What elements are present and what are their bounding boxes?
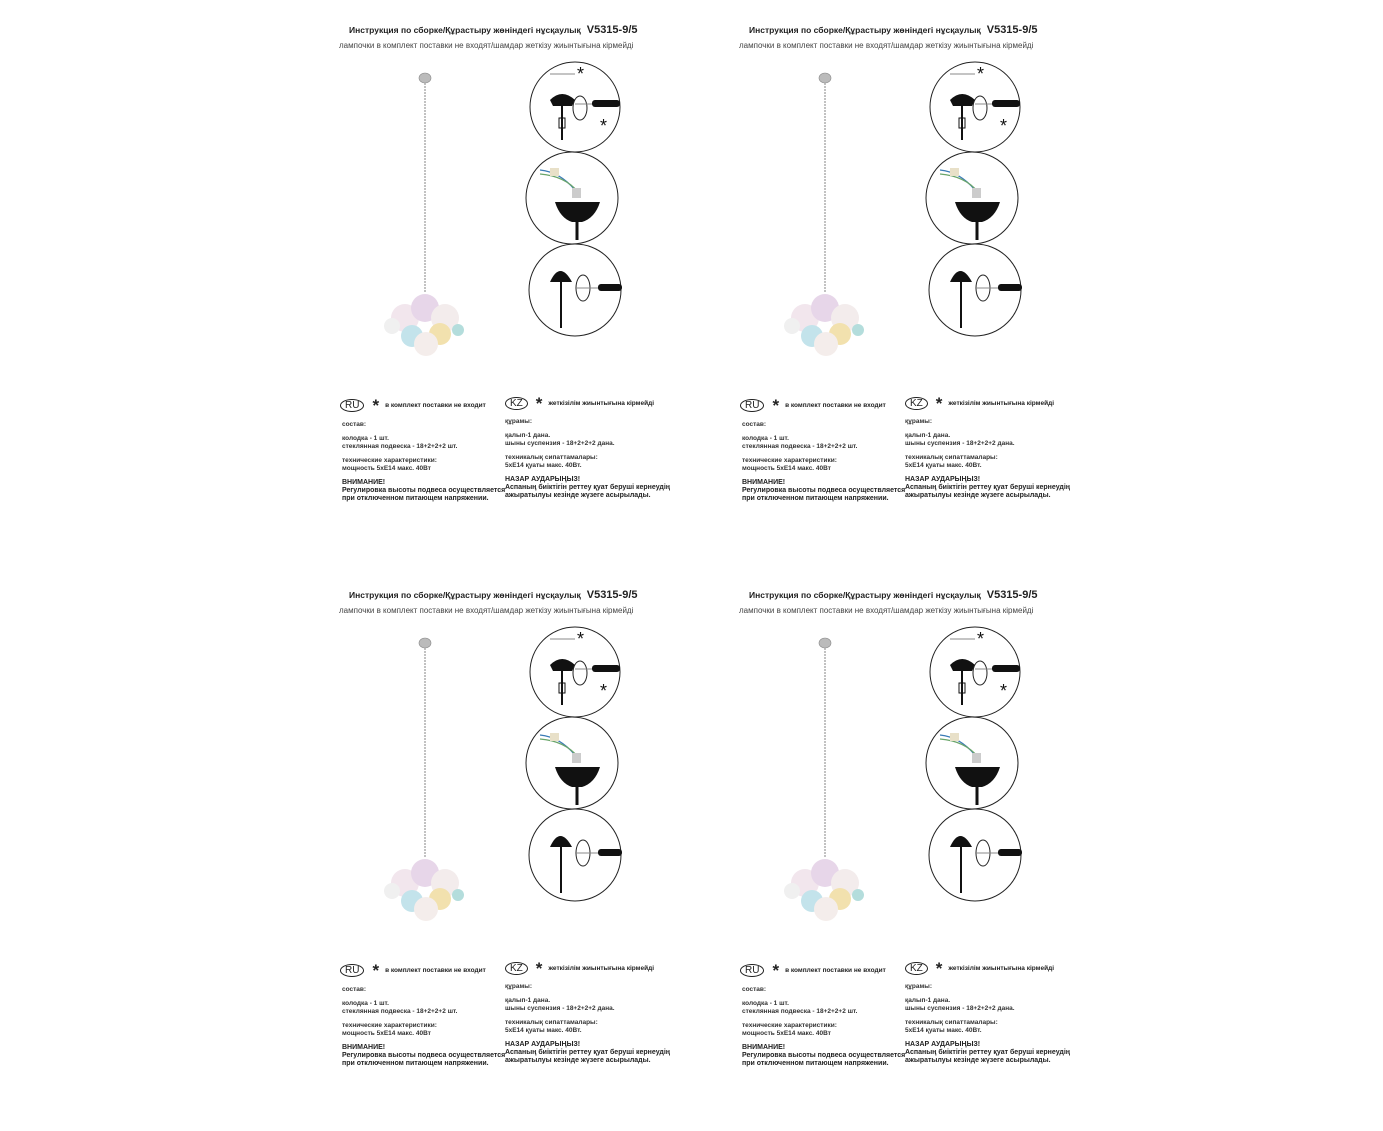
- ru-text: [342, 421, 505, 509]
- assembly-steps: [920, 625, 1030, 925]
- asterisk-icon: *: [535, 958, 543, 978]
- ru-warning-line: Регулировка высоты подвеса осуществляется: [742, 1052, 906, 1059]
- ru-composition-item: стеклянная подвеска - 18+2+2+2 шт.: [342, 443, 458, 450]
- kz-text: [905, 418, 1070, 506]
- kz-warning-line: ажыратылуы кезінде жүзеге асырылады.: [905, 492, 1051, 499]
- bulbs-note: лампочки в комплект поставки не входят/шамдар жеткізу жиынтығына кірмейді: [739, 606, 1034, 615]
- asterisk-icon: *: [935, 393, 943, 413]
- title-text: Инструкция по сборке/Құрастыру жөніндегі нұсқаулық: [349, 25, 581, 35]
- kz-not-included-note: жеткізілім жиынтығына кірмейді: [948, 965, 1055, 972]
- ru-composition-label: состав:: [742, 986, 767, 993]
- kz-warning-title: НАЗАР АУДАРЫҢЫЗ!: [505, 1041, 581, 1048]
- kz-warning-line: ажыратылуы кезінде жүзеге асырылады.: [505, 1057, 651, 1064]
- kz-warning-line: Аспаның биіктігін реттеу қуат беруші кернеудің: [905, 484, 1071, 491]
- kz-warning-title: НАЗАР АУДАРЫҢЫЗ!: [505, 476, 581, 483]
- kz-warning-line: Аспаның биіктігін реттеу қуат беруші кернеудің: [905, 1049, 1071, 1056]
- ru-text: [742, 986, 905, 1074]
- kz-not-included-note: жеткізілім жиынтығына кірмейді: [548, 965, 655, 972]
- assembly-steps: [920, 60, 1030, 360]
- ru-text: [342, 986, 505, 1074]
- bulbs-note: лампочки в комплект поставки не входят/шамдар жеткізу жиынтығына кірмейді: [739, 41, 1034, 50]
- panel-title: [349, 589, 638, 601]
- ru-composition-label: состав:: [342, 986, 367, 993]
- ru-specs-label: технические характеристики:: [742, 457, 837, 464]
- kz-composition-item: шыны суспензия - 18+2+2+2 дана.: [905, 440, 1015, 447]
- ru-warning-title: ВНИМАНИЕ!: [342, 1044, 386, 1051]
- instruction-panel: [335, 585, 675, 1085]
- ru-not-included-note: в комплект поставки не входит: [785, 402, 886, 409]
- ru-header: [740, 960, 886, 980]
- ru-composition-item: колодка - 1 шт.: [342, 435, 389, 442]
- kz-composition-item: қалып-1 дана.: [505, 997, 551, 1004]
- title-text: Инструкция по сборке/Құрастыру жөніндегі нұсқаулық: [749, 590, 981, 600]
- svg-text:*: *: [1000, 681, 1008, 701]
- ru-specs: мощность 5хЕ14 макс. 40Вт: [342, 465, 431, 472]
- kz-specs-label: техникалық сипаттамалары:: [505, 1019, 598, 1026]
- ru-specs: мощность 5хЕ14 макс. 40Вт: [742, 465, 831, 472]
- ru-specs-label: технические характеристики:: [342, 457, 437, 464]
- step-3-tighten-icon: [529, 244, 622, 336]
- instruction-panel: [735, 20, 1075, 520]
- step-3-tighten-icon: [529, 809, 622, 901]
- kz-badge: KZ: [505, 397, 528, 410]
- panel-title: [749, 24, 1038, 36]
- kz-specs-label: техникалық сипаттамалары:: [505, 454, 598, 461]
- step-3-tighten-icon: [929, 244, 1022, 336]
- kz-warning-title: НАЗАР АУДАРЫҢЫЗ!: [905, 1041, 981, 1048]
- chandelier-image: [380, 633, 470, 923]
- ru-composition-label: состав:: [742, 421, 767, 428]
- ru-badge: RU: [340, 399, 364, 412]
- model-number: V5315-9/5: [586, 24, 638, 36]
- ru-specs: мощность 5хЕ14 макс. 40Вт: [742, 1030, 831, 1037]
- step-3-tighten-icon: [929, 809, 1022, 901]
- ru-specs: мощность 5хЕ14 макс. 40Вт: [342, 1030, 431, 1037]
- ru-warning-title: ВНИМАНИЕ!: [742, 1044, 786, 1051]
- ru-warning-title: ВНИМАНИЕ!: [342, 479, 386, 486]
- instruction-panel: [735, 585, 1075, 1085]
- chandelier-image: [780, 68, 870, 358]
- kz-warning-line: Аспаның биіктігін реттеу қуат беруші кернеудің: [505, 484, 671, 491]
- asterisk-icon: *: [935, 958, 943, 978]
- chandelier-image: [780, 633, 870, 923]
- kz-header: [505, 393, 655, 413]
- svg-text:*: *: [600, 116, 608, 136]
- kz-header: [505, 958, 655, 978]
- step-1-mount-icon: [530, 627, 620, 717]
- asterisk-icon: *: [772, 960, 780, 980]
- kz-specs-label: техникалық сипаттамалары:: [905, 454, 998, 461]
- ru-warning-title: ВНИМАНИЕ!: [742, 479, 786, 486]
- ru-header: [340, 960, 486, 980]
- assembly-steps: [520, 60, 630, 360]
- step-2-wiring-icon: [926, 717, 1018, 809]
- asterisk-icon: *: [372, 395, 380, 415]
- model-number: V5315-9/5: [586, 589, 638, 601]
- kz-composition-label: құрамы:: [905, 983, 932, 990]
- kz-specs: 5хЕ14 қуаты макс. 40Вт.: [905, 462, 982, 469]
- kz-header: [905, 393, 1055, 413]
- kz-composition-label: құрамы:: [905, 418, 932, 425]
- step-2-wiring-icon: [526, 152, 618, 244]
- ru-not-included-note: в комплект поставки не входит: [385, 402, 486, 409]
- kz-composition-label: құрамы:: [505, 418, 532, 425]
- kz-warning-line: ажыратылуы кезінде жүзеге асырылады.: [905, 1057, 1051, 1064]
- model-number: V5315-9/5: [986, 589, 1038, 601]
- instruction-sheet: [290, 0, 1090, 1131]
- kz-header: [905, 958, 1055, 978]
- asterisk-icon: *: [372, 960, 380, 980]
- ru-composition-item: стеклянная подвеска - 18+2+2+2 шт.: [742, 443, 858, 450]
- ru-text: [742, 421, 905, 509]
- chandelier-image: [380, 68, 470, 358]
- kz-specs: 5хЕ14 қуаты макс. 40Вт.: [505, 1027, 582, 1034]
- ru-warning-line: при отключенном питающем напряжении.: [742, 1060, 889, 1067]
- asterisk-icon: *: [772, 395, 780, 415]
- panel-title: [749, 589, 1038, 601]
- svg-text:*: *: [977, 629, 985, 649]
- bulbs-note: лампочки в комплект поставки не входят/шамдар жеткізу жиынтығына кірмейді: [339, 606, 634, 615]
- ru-warning-line: Регулировка высоты подвеса осуществляется: [342, 487, 506, 494]
- ru-not-included-note: в комплект поставки не входит: [385, 967, 486, 974]
- ru-header: [340, 395, 486, 415]
- svg-text:*: *: [577, 629, 585, 649]
- ru-warning-line: Регулировка высоты подвеса осуществляется: [342, 1052, 506, 1059]
- ru-warning-line: при отключенном питающем напряжении.: [342, 1060, 489, 1067]
- ru-not-included-note: в комплект поставки не входит: [785, 967, 886, 974]
- step-2-wiring-icon: [526, 717, 618, 809]
- assembly-steps: [520, 625, 630, 925]
- ru-composition-label: состав:: [342, 421, 367, 428]
- kz-text: [505, 983, 670, 1071]
- kz-composition-item: шыны суспензия - 18+2+2+2 дана.: [505, 440, 615, 447]
- ru-composition-item: колодка - 1 шт.: [742, 1000, 789, 1007]
- ru-specs-label: технические характеристики:: [342, 1022, 437, 1029]
- step-1-mount-icon: [930, 627, 1020, 717]
- kz-specs-label: техникалық сипаттамалары:: [905, 1019, 998, 1026]
- svg-text:*: *: [577, 64, 585, 84]
- ru-composition-item: стеклянная подвеска - 18+2+2+2 шт.: [742, 1008, 858, 1015]
- ru-header: [740, 395, 886, 415]
- svg-text:*: *: [1000, 116, 1008, 136]
- ru-composition-item: стеклянная подвеска - 18+2+2+2 шт.: [342, 1008, 458, 1015]
- kz-badge: KZ: [905, 397, 928, 410]
- ru-specs-label: технические характеристики:: [742, 1022, 837, 1029]
- svg-text:*: *: [977, 64, 985, 84]
- step-1-mount-icon: [530, 62, 620, 152]
- kz-warning-title: НАЗАР АУДАРЫҢЫЗ!: [905, 476, 981, 483]
- kz-badge: KZ: [905, 962, 928, 975]
- ru-badge: RU: [740, 399, 764, 412]
- step-2-wiring-icon: [926, 152, 1018, 244]
- kz-text: [905, 983, 1070, 1071]
- title-text: Инструкция по сборке/Құрастыру жөніндегі нұсқаулық: [749, 25, 981, 35]
- ru-warning-line: Регулировка высоты подвеса осуществляется: [742, 487, 906, 494]
- ru-composition-item: колодка - 1 шт.: [342, 1000, 389, 1007]
- ru-badge: RU: [340, 964, 364, 977]
- kz-composition-item: қалып-1 дана.: [905, 997, 951, 1004]
- title-text: Инструкция по сборке/Құрастыру жөніндегі нұсқаулық: [349, 590, 581, 600]
- ru-composition-item: колодка - 1 шт.: [742, 435, 789, 442]
- kz-not-included-note: жеткізілім жиынтығына кірмейді: [948, 400, 1055, 407]
- kz-composition-item: шыны суспензия - 18+2+2+2 дана.: [505, 1005, 615, 1012]
- ru-badge: RU: [740, 964, 764, 977]
- kz-composition-item: қалып-1 дана.: [905, 432, 951, 439]
- kz-specs: 5хЕ14 қуаты макс. 40Вт.: [505, 462, 582, 469]
- kz-badge: KZ: [505, 962, 528, 975]
- kz-composition-item: шыны суспензия - 18+2+2+2 дана.: [905, 1005, 1015, 1012]
- instruction-panel: [335, 20, 675, 520]
- step-1-mount-icon: [930, 62, 1020, 152]
- kz-text: [505, 418, 670, 506]
- kz-warning-line: Аспаның биіктігін реттеу қуат беруші кернеудің: [505, 1049, 671, 1056]
- model-number: V5315-9/5: [986, 24, 1038, 36]
- kz-not-included-note: жеткізілім жиынтығына кірмейді: [548, 400, 655, 407]
- kz-warning-line: ажыратылуы кезінде жүзеге асырылады.: [505, 492, 651, 499]
- svg-text:*: *: [600, 681, 608, 701]
- kz-composition-label: құрамы:: [505, 983, 532, 990]
- ru-warning-line: при отключенном питающем напряжении.: [342, 495, 489, 502]
- ru-warning-line: при отключенном питающем напряжении.: [742, 495, 889, 502]
- asterisk-icon: *: [535, 393, 543, 413]
- panel-title: [349, 24, 638, 36]
- kz-composition-item: қалып-1 дана.: [505, 432, 551, 439]
- kz-specs: 5хЕ14 қуаты макс. 40Вт.: [905, 1027, 982, 1034]
- bulbs-note: лампочки в комплект поставки не входят/шамдар жеткізу жиынтығына кірмейді: [339, 41, 634, 50]
